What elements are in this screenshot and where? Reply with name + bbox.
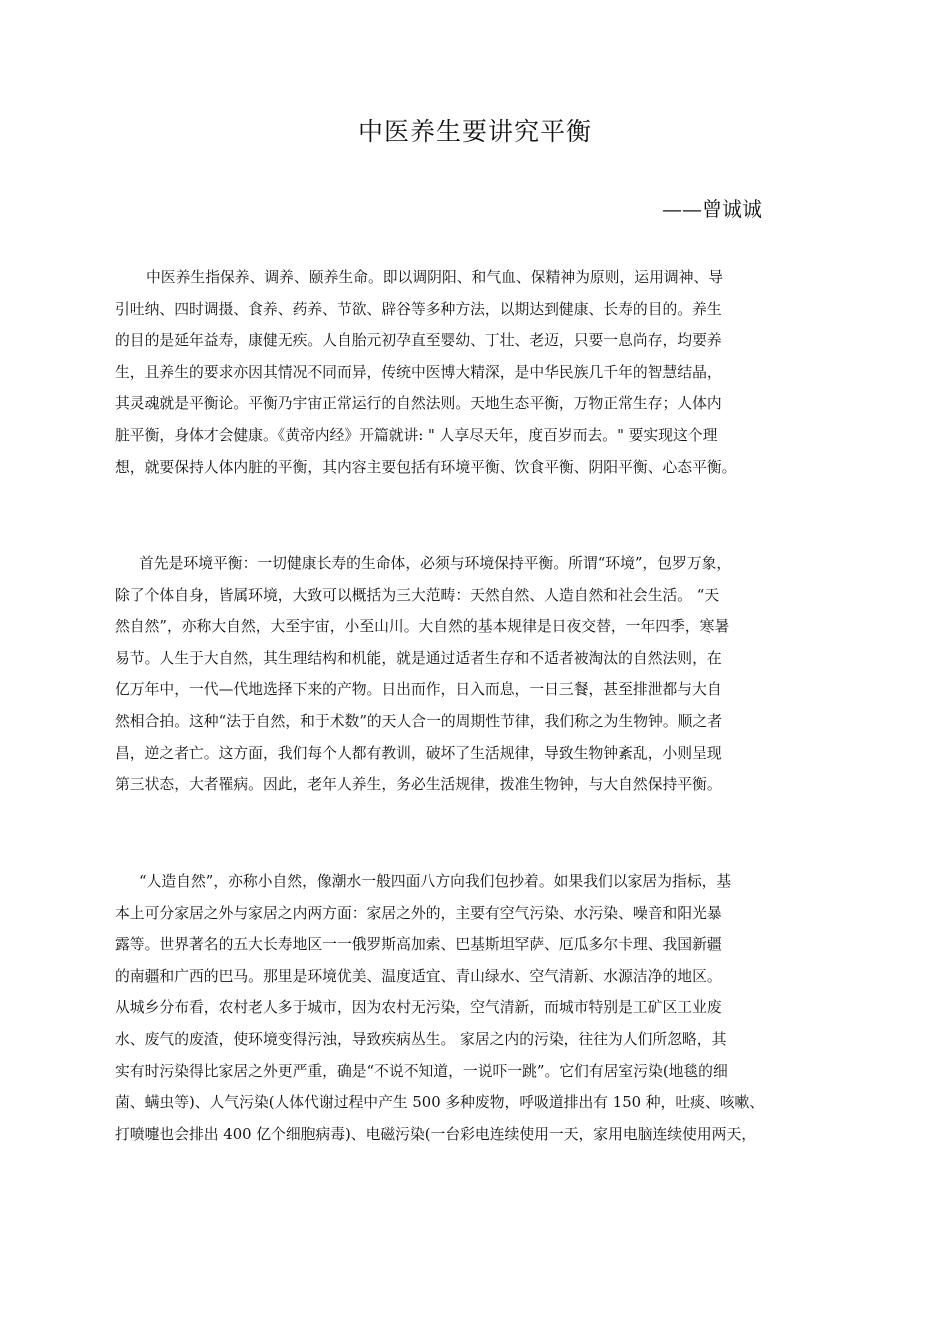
paragraph-line: 实有时污染得比家居之外更严重，确是“不说不知道，一说吓一跳”。它们有居室污染(地毯的细 — [115, 1062, 728, 1080]
paragraph-line: 的南疆和广西的巴马。那里是环境优美、温度适宜、青山绿水、空气清新、水源洁净的地区。 — [115, 967, 722, 985]
paragraph-line: 亿万年中，一代—代地选择下来的产物。日出而作，日入而息，一日三餐，甚至排泄都与大自 — [115, 681, 722, 699]
paragraph-line: 露等。世界著名的五大长寿地区一一俄罗斯高加索、巴基斯坦罕萨、厄瓜多尔卡理、我国新疆 — [115, 936, 722, 954]
paragraph-line: 的目的是延年益寿，康健无疾。人自胎元初孕直至婴幼、丁壮、老迈，只要一息尚存，均要养 — [115, 332, 722, 350]
paragraph-line: 水、废气的废渣，使环境变得污浊，导致疾病丛生。 家居之内的污染，往往为人们所忽略，其 — [115, 1030, 727, 1048]
paragraph-line: 菌、螨虫等)、人气污染(人体代谢过程中产生 500 多种废物，呼吸道排出有 150 种，吐痰、咳嗽、 — [115, 1094, 765, 1112]
paragraph-line: “人造自然”，亦称小自然，像潮水一般四面八方向我们包抄着。如果我们以家居为指标，基 — [139, 873, 732, 890]
paragraph-line: 第三状态，大者罹病。因此，老年人养生，务必生活规律，拨准生物钟，与大自然保持平衡。 — [115, 776, 722, 794]
paragraph-line: 想，就要保持人体内脏的平衡，其内容主要包括有环境平衡、饮食平衡、阴阳平衡、心态平衡。 — [115, 458, 737, 476]
paragraph-line: 脏平衡，身体才会健康。《黄帝内经》开篇就讲: " 人享尽天年，度百岁而去。" 要实现这个理 — [115, 426, 718, 444]
paragraph-line: 引吐纳、四时调摄、食养、药养、节欲、辟谷等多种方法，以期达到健康、长寿的目的。养生 — [115, 300, 722, 318]
paragraph-line: 首先是环境平衡：一切健康长寿的生命体，必须与环境保持平衡。所谓“环境”，包罗万象， — [139, 555, 732, 572]
paragraph-line: 打喷嚏也会排出 400 亿个细胞病毒)、电磁污染(一台彩电连续使用一天，家用电脑连续使用两天， — [115, 1125, 757, 1143]
paragraph-man-made-nature — [115, 866, 815, 1150]
document-author: ——曾诚诚 — [662, 197, 762, 221]
paragraph-line: 其灵魂就是平衡论。平衡乃宇宙正常运行的自然法则。天地生态平衡，万物正常生存；人体内 — [115, 395, 722, 413]
document-title: 中医养生要讲究平衡 — [357, 117, 592, 146]
paragraph-line: 本上可分家居之外与家居之内两方面：家居之外的，主要有空气污染、水污染、噪音和阳光暴 — [115, 904, 722, 922]
paragraph-line: 生，且养生的要求亦因其情况不同而异，传统中医博大精深，是中华民族几千年的智慧结晶， — [115, 363, 722, 381]
paragraph-line: 然自然”，亦称大自然，大至宇宙，小至山川。大自然的基本规律是日夜交替，一年四季，寒暑 — [115, 618, 730, 636]
paragraph-line: 易节。人生于大自然，其生理结构和机能，就是通过适者生存和不适者被淘汰的自然法则，在 — [115, 649, 722, 667]
paragraph-line: 中医养生指保养、调养、颐养生命。即以调阴阳、和气血、保精神为原则，运用调神、导 — [146, 269, 724, 286]
paragraph-intro — [115, 262, 815, 483]
paragraph-line: 然相合拍。这种“法于自然，和于术数”的天人合一的周期性节律，我们称之为生物钟。顺之者 — [115, 712, 723, 730]
paragraph-environment-balance — [115, 548, 815, 801]
paragraph-line: 昌，逆之者亡。这方面，我们每个人都有教训，破坏了生活规律，导致生物钟紊乱，小则呈现 — [115, 744, 722, 762]
paragraph-line: 从城乡分布看，农村老人多于城市，因为农村无污染，空气清新，而城市特别是工矿区工业废 — [115, 999, 722, 1017]
paragraph-line: 除了个体自身，皆属环境，大致可以概括为三大范畴：天然自然、人造自然和社会生活。 “天 — [115, 586, 720, 604]
